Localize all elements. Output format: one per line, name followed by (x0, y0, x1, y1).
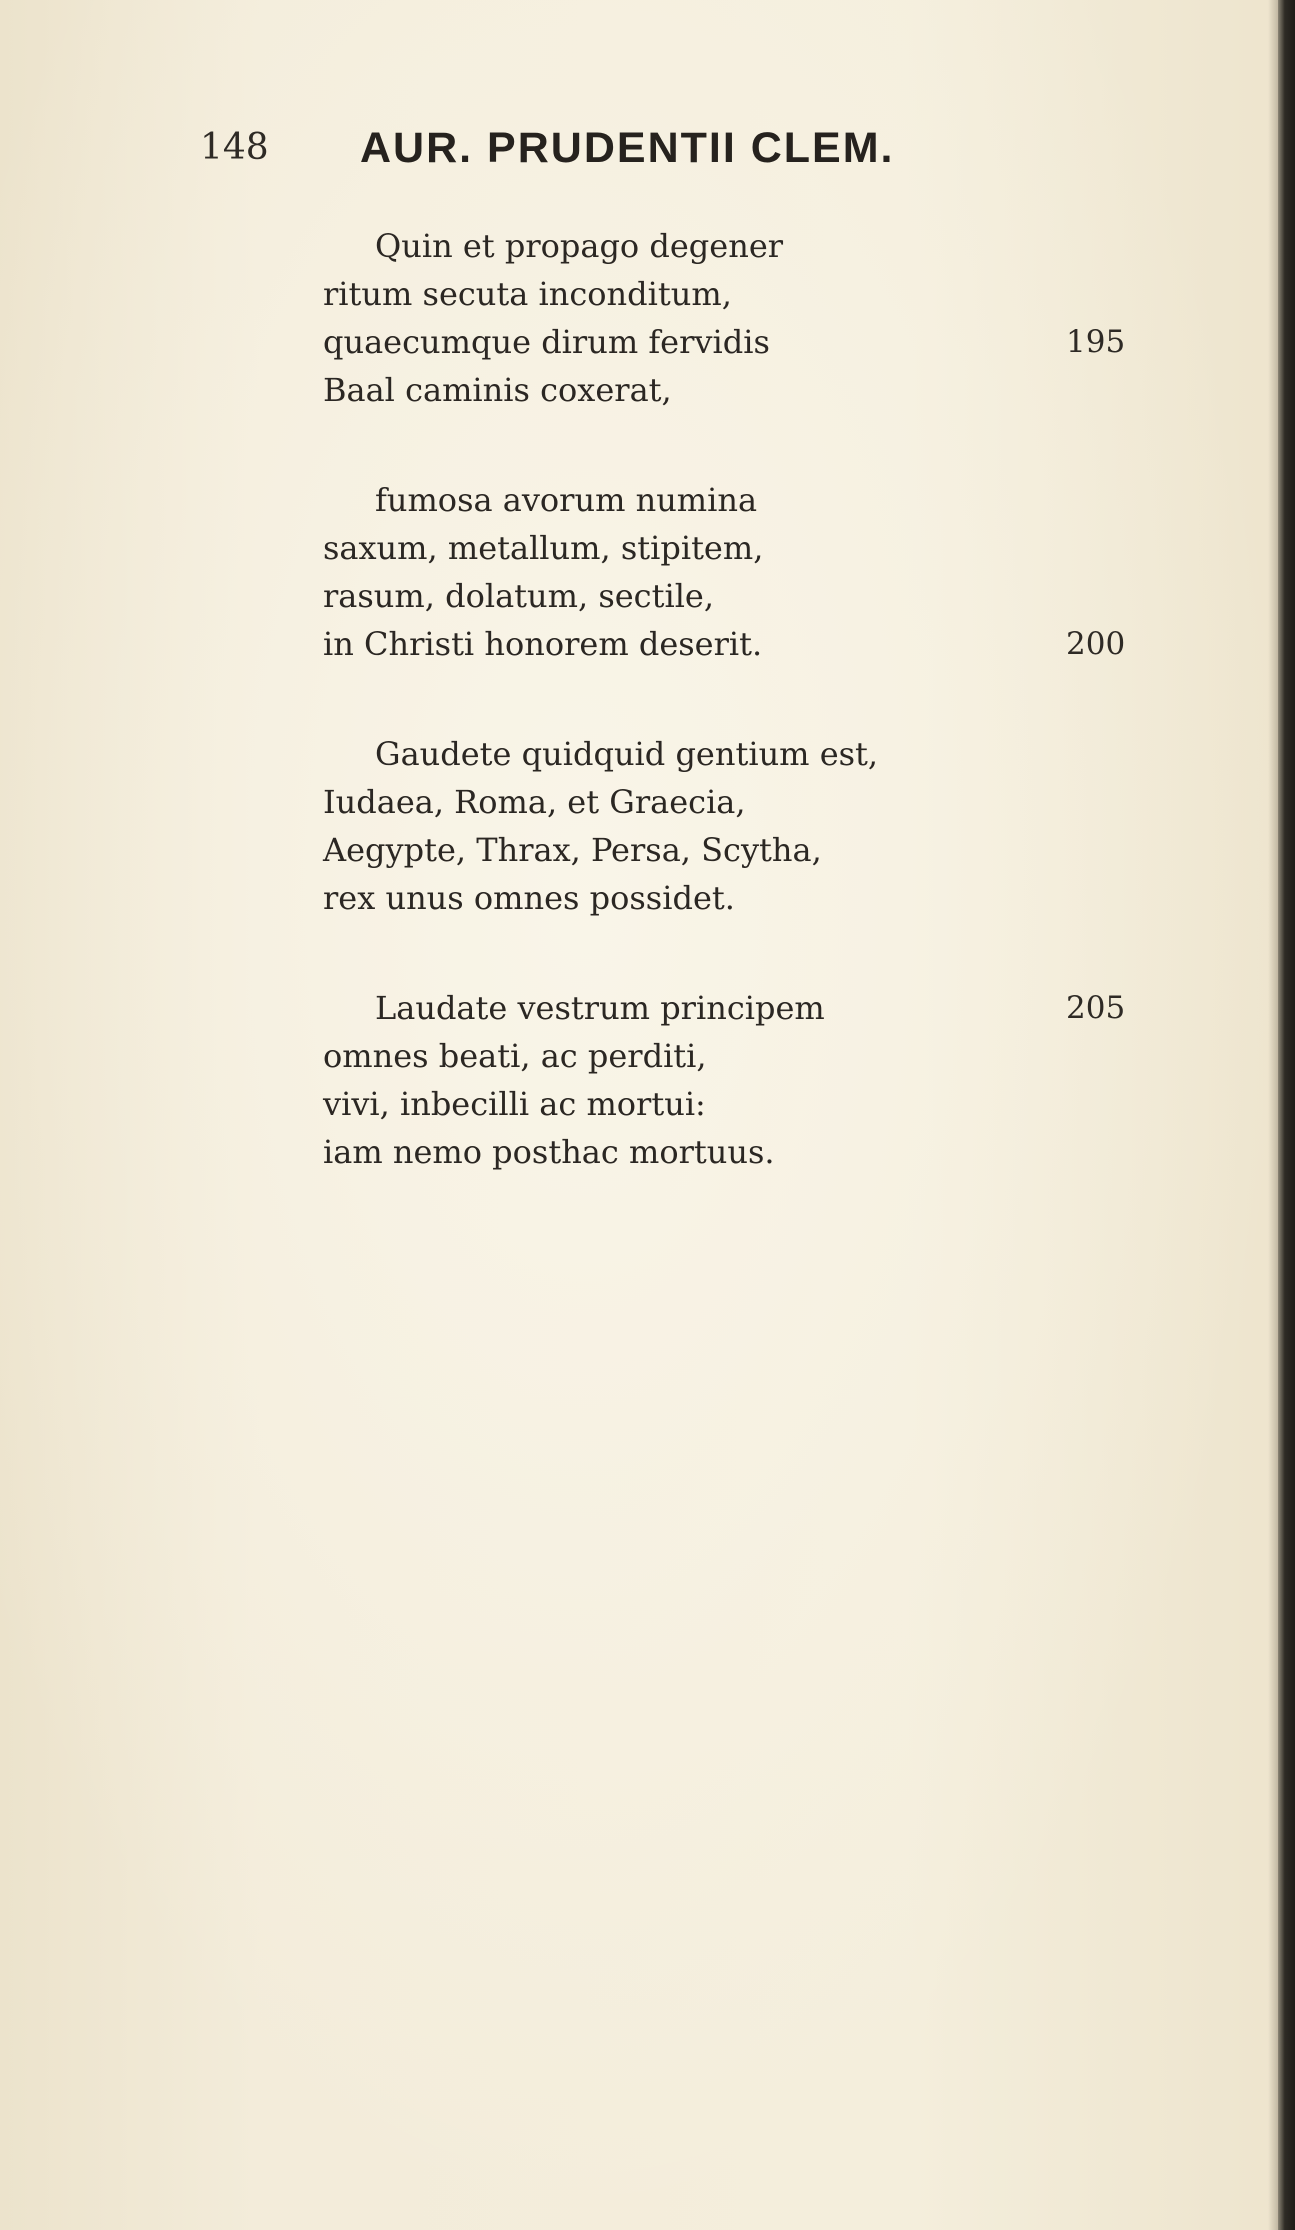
line-number: 200 (1066, 626, 1126, 662)
page-edge-shadow (1268, 0, 1278, 2230)
verse-line: Laudate vestrum principem 205 (323, 984, 1263, 1032)
verse-line: fumosa avorum numina (375, 481, 758, 519)
stanza-3 (323, 730, 1263, 922)
stanza-2 (323, 476, 1263, 668)
running-title: AUR. PRUDENTII CLEM. (360, 124, 895, 172)
verse-line: Gaudete quidquid gentium est, (375, 735, 879, 773)
line-number: 205 (1066, 990, 1126, 1026)
verse-line: iam nemo posthac mortuus. (323, 1133, 775, 1171)
verse-line: ritum secuta inconditum, (323, 275, 732, 313)
poem-body (323, 222, 1263, 1238)
stanza-1 (323, 222, 1263, 414)
verse-line: vivi, inbecilli ac mortui: (323, 1085, 706, 1123)
verse-line: saxum, metallum, stipitem, (323, 529, 764, 567)
verse-line: rasum, dolatum, sectile, (323, 577, 715, 615)
verse-line: in Christi honorem deserit. 200 (323, 620, 1263, 668)
page-number: 148 (200, 127, 269, 168)
line-number: 195 (1066, 324, 1126, 360)
verse-line: Quin et propago degener (375, 227, 784, 265)
verse-line: omnes beati, ac perditi, (323, 1037, 707, 1075)
verse-line: Baal caminis coxerat, (323, 371, 672, 409)
verse-line: quaecumque dirum fervidis 195 (323, 318, 1263, 366)
book-spine (1278, 0, 1295, 2230)
verse-line: rex unus omnes possidet. (323, 879, 735, 917)
verse-line: Aegypte, Thrax, Persa, Scytha, (323, 831, 822, 869)
stanza-4 (323, 984, 1263, 1176)
verse-line: Iudaea, Roma, et Graecia, (323, 783, 746, 821)
